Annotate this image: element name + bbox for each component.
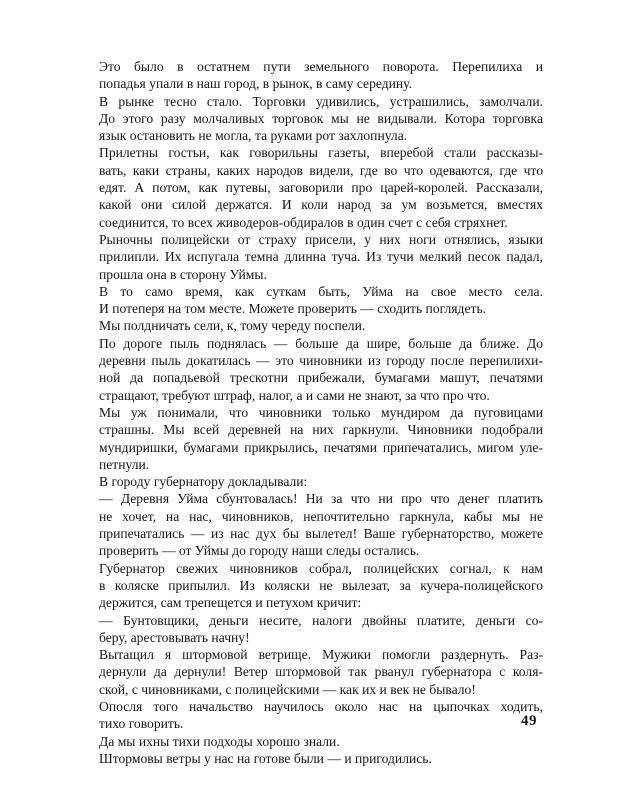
text-line: соединится, то всех живодеров-обдиралов в один счет с себя стряхнет. [99,214,508,230]
text-line: тихо говорить. [99,716,184,732]
text-line: Штормовы ветры у нас на готове были — и пригодились. [99,750,432,766]
paragraph [99,612,543,647]
text-line: — Бунтовщики, деньги несите, налоги двойны платите, деньги со- [99,612,543,628]
text-line: не хочет, на нас, чиновников, непочтительно гаркнула, кабы мы не [99,508,543,524]
text-line: По дороге пыль поднялась — больше да шире, больше да ближе. До [99,335,543,351]
paragraph [99,490,543,559]
text-line: держится, сам трепещется и петухом кричит: [99,595,362,611]
text-line: — Деревня Уйма сбунтовалась! Ни за что ни про что денег платить [99,491,543,507]
text-line: беру, арестовывать начну! [99,629,250,645]
text-line: прошла она в сторону Уймы. [99,266,267,282]
text-line: мундиришки, бумагами прикрылись, печатями припечатались, мигом уле- [99,439,543,455]
paragraph [99,93,543,145]
text-line: Вытащил я штормовой ветрище. Мужики помогли раздернуть. Раз- [99,647,543,663]
text-line: стращают, требуют штраф, налог, а и сами не знают, за что про что. [99,387,490,403]
paragraph [99,317,543,334]
paragraph [99,473,543,490]
text-line: попадья упали в наш город, в рынок, в саму середину. [99,76,413,92]
paragraph [99,283,543,318]
paragraph [99,58,543,93]
text-line: Губернатор свежих чиновников собрал, полицейских согнал, к нам [99,560,543,576]
text-line: Да мы ихны тихи подходы хорошо знали. [99,733,340,749]
text-line: В городу губернатору докладывали: [99,474,308,490]
text-line: страшны. Мы всей деревней на них гаркнули. Чиновники подобрали [99,422,543,438]
text-line: язык остановить не могла, та руками рот захлопнула. [99,128,408,144]
text-line: В рынке тесно стало. Торговки удивились, устрашились, замолчали. [99,93,543,109]
text-line: Рыночны полицейски от страху присели, у них ноги отнялись, языки [99,231,543,247]
body-text [99,58,543,767]
text-line: вать, каки страны, каких народов видели, где во что одеваются, где что [99,162,543,178]
paragraph [99,733,543,750]
text-line: какой они силой держатся. И коли народ за ум возьмется, вместях [99,197,543,213]
text-line: деревни пыль докатилась — это чиновники из городу после перепилихи- [99,353,543,369]
text-line: Это было в остатнем пути земельного поворота. Перепилиха и [99,59,543,74]
text-line: Мы полдничать сели, к, тому череду поспели. [99,318,366,334]
text-line: До этого разу молчаливых торговок мы не видывали. Котора торговка [99,110,543,126]
paragraph [99,404,543,473]
text-line: И потеперя на том месте. Можете проверить — сходить поглядеть. [99,301,487,317]
text-line: едят. А потом, как путевы, заговорили про царей-королей. Рассказали, [99,180,543,196]
text-line: петнули. [99,456,150,472]
text-line: проверить — от Уймы до городу наши следы остались. [99,543,420,559]
text-line: Опосля того начальство научилось около нас на цыпочках ходить, [99,698,543,714]
paragraph [99,335,543,404]
paragraph [99,560,543,612]
paragraph [99,144,543,230]
text-line: припечатались — из нас дух бы вылетел! Ваше губернаторство, можете [99,526,543,542]
text-line: Прилетны гостьи, как говорильны газеты, вперебой стали рассказы- [99,145,543,161]
text-line: В то само время, как суткам быть, Уйма на свое место села. [99,283,543,299]
text-line: в коляске припылил. Из коляски не вылезат, за кучера-полицейского [99,577,543,593]
text-line: Мы уж понимали, что чиновники только мундиром да пуговицами [99,404,543,420]
paragraph [99,698,543,733]
page-number: 49 [521,713,537,729]
paragraph [99,231,543,283]
text-line: прилипли. Их испугала темна длинна туча. Из тучи мелкий песок падал, [99,249,543,265]
text-line: ской, с чиновниками, с полицейскими — как их и век не бывало! [99,681,476,697]
text-line: ной да попадьевой трескотни прибежали, бумагами машут, печатями [99,370,543,386]
text-line: дернули да дернули! Ветер штормовой так рванул губернатора с коля- [99,664,543,680]
paragraph [99,750,543,767]
paragraph [99,646,543,698]
